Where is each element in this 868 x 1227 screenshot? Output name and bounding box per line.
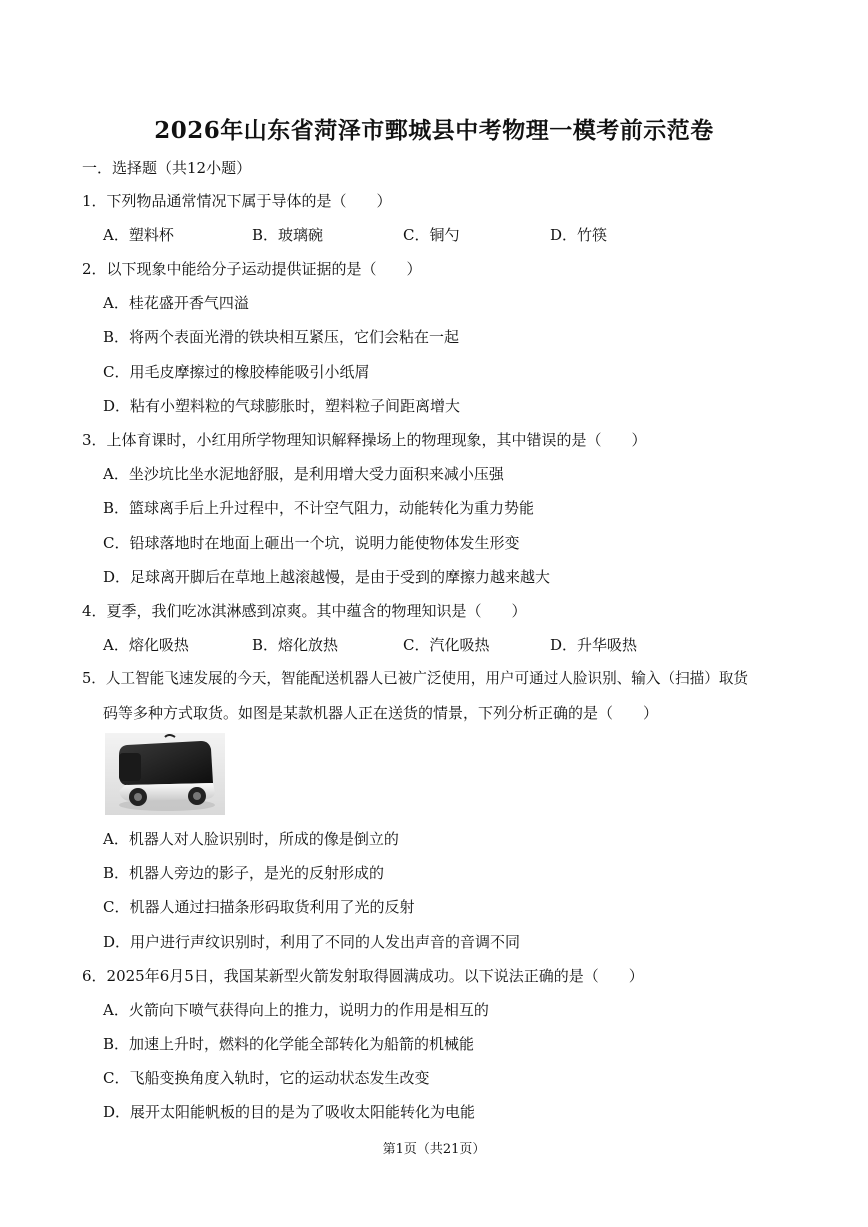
question-2-option-b: B．将两个表面光滑的铁块相互紧压，它们会粘在一起: [103, 328, 460, 346]
page-footer: 第1页（共21页）: [382, 1142, 486, 1157]
question-6-stem: 6．2025年6月5日，我国某新型火箭发射取得圆满成功。以下说法正确的是（ ）: [82, 967, 644, 985]
question-2-option-c: C．用毛皮摩擦过的橡胶棒能吸引小纸屑: [103, 363, 370, 381]
question-1-option-a: A．塑料杯: [103, 226, 174, 244]
question-3-stem: 3．上体育课时，小红用所学物理知识解释操场上的物理现象，其中错误的是（ ）: [82, 431, 647, 449]
question-6-option-a: A．火箭向下喷气获得向上的推力，说明力的作用是相互的: [103, 1001, 489, 1019]
question-2-stem: 2．以下现象中能给分子运动提供证据的是（ ）: [82, 260, 422, 278]
question-4-option-d: D．升华吸热: [550, 636, 638, 654]
delivery-robot-image: [105, 733, 225, 815]
question-4-stem: 4．夏季，我们吃冰淇淋感到凉爽。其中蕴含的物理知识是（ ）: [82, 602, 527, 620]
question-5-stem-line-2: 码等多种方式取货。如图是某款机器人正在送货的情景，下列分析正确的是（ ）: [103, 704, 659, 722]
page-title: 2026年山东省菏泽市鄄城县中考物理一模考前示范卷: [154, 117, 714, 144]
section-heading: 一．选择题（共12小题）: [82, 159, 252, 177]
question-1-stem: 1．下列物品通常情况下属于导体的是（ ）: [82, 192, 392, 210]
question-5-stem-line-1: 5．人工智能飞速发展的今天，智能配送机器人已被广泛使用，用户可通过人脸识别、输入（扫描）取货: [82, 670, 749, 687]
question-6-option-d: D．展开太阳能帆板的目的是为了吸收太阳能转化为电能: [103, 1103, 476, 1121]
question-5-option-b: B．机器人旁边的影子，是光的反射形成的: [103, 864, 385, 882]
question-5-option-d: D．用户进行声纹识别时，利用了不同的人发出声音的音调不同: [103, 933, 521, 951]
question-5-option-c: C．机器人通过扫描条形码取货利用了光的反射: [103, 898, 415, 916]
question-1-option-d: D．竹筷: [550, 226, 608, 244]
question-3-option-d: D．足球离开脚后在草地上越滚越慢，是由于受到的摩擦力越来越大: [103, 568, 551, 586]
question-3-option-c: C．铅球落地时在地面上砸出一个坑，说明力能使物体发生形变: [103, 534, 520, 552]
question-4-option-a: A．熔化吸热: [103, 636, 189, 654]
question-5-option-a: A．机器人对人脸识别时，所成的像是倒立的: [103, 830, 399, 848]
question-4-option-c: C．汽化吸热: [403, 636, 490, 654]
question-1-option-c: C．铜勺: [403, 226, 460, 244]
question-6-option-c: C．飞船变换角度入轨时，它的运动状态发生改变: [103, 1069, 430, 1087]
question-3-option-a: A．坐沙坑比坐水泥地舒服，是利用增大受力面积来减小压强: [103, 465, 504, 483]
question-6-option-b: B．加速上升时，燃料的化学能全部转化为船箭的机械能: [103, 1035, 475, 1053]
question-4-option-b: B．熔化放热: [252, 636, 339, 654]
question-1-option-b: B．玻璃碗: [252, 226, 324, 244]
question-2-option-a: A．桂花盛开香气四溢: [103, 294, 249, 312]
question-2-option-d: D．粘有小塑料粒的气球膨胀时，塑料粒子间距离增大: [103, 397, 461, 415]
question-3-option-b: B．篮球离手后上升过程中，不计空气阻力，动能转化为重力势能: [103, 499, 535, 517]
